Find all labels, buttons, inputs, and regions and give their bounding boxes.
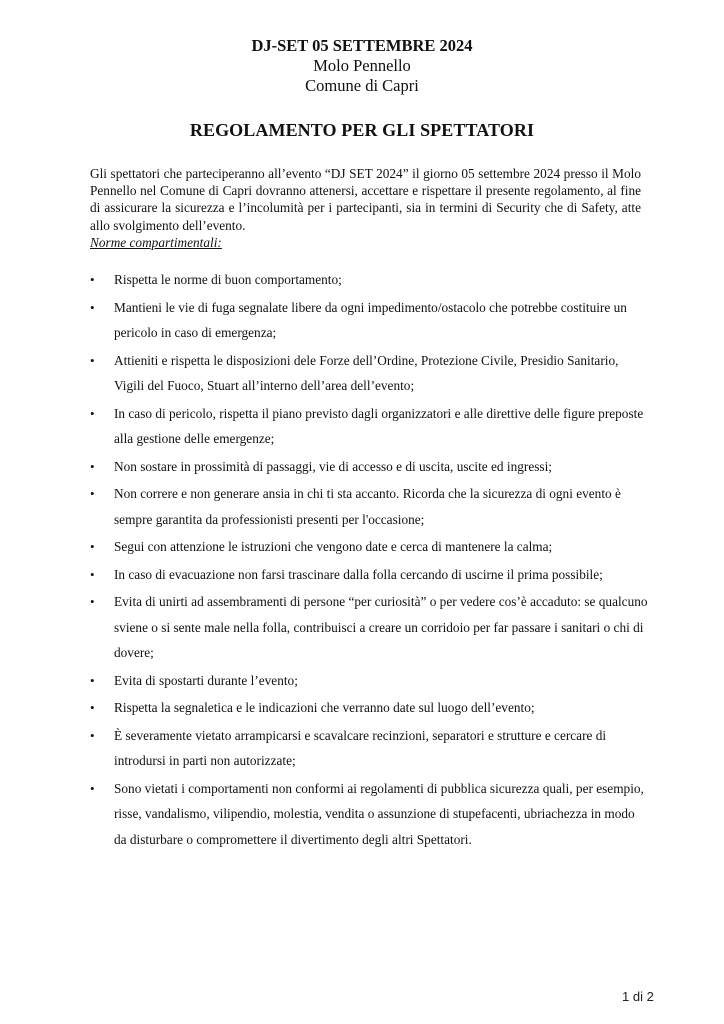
rule-item <box>90 668 650 693</box>
rule-item <box>90 695 650 720</box>
rule-item <box>90 295 650 346</box>
rule-item <box>90 776 650 852</box>
rule-text: Rispetta le norme di buon comportamento; <box>114 272 342 287</box>
bullet-icon: • <box>90 458 95 474</box>
bullet-icon: • <box>90 780 95 796</box>
document-title: REGOLAMENTO PER GLI SPETTATORI <box>189 120 535 140</box>
rule-text: Evita di spostarti durante l’evento; <box>114 672 298 688</box>
rules-list <box>90 267 650 854</box>
rule-text: Evita di unirti ad assembramenti di persone “per curiosità” o per vedere cos’è accaduto: se qualcuno sviene o si sente male nella folla, contribuisci a creare un corridoio per far passare i sanitari o chi di dovere; <box>114 594 648 661</box>
event-municipality: Comune di Capri <box>305 76 419 95</box>
rule-text: Non sostare in prossimità di passaggi, vie di accesso e di uscita, uscite ed ingressi; <box>114 458 552 474</box>
rule-text: Rispetta la segnaletica e le indicazioni che verranno date sul luogo dell’evento; <box>114 700 535 716</box>
rule-item <box>90 267 650 292</box>
bullet-icon: • <box>90 566 95 582</box>
rule-item <box>90 481 650 532</box>
section-label: Norme compartimentali: <box>90 235 222 250</box>
rule-item <box>90 401 650 452</box>
rule-item <box>90 534 650 559</box>
event-location: Molo Pennello <box>313 56 411 75</box>
rule-text: Sono vietati i comportamenti non conformi ai regolamenti di pubblica sicurezza quali, per esempio, risse, vandalismo, vilipendio, molestia, vendita o assunzione di stupefacenti, ubriachezza in modo da disturbare o compromettere il divertimento degli altri Spettatori. <box>114 780 644 847</box>
bullet-icon: • <box>90 700 95 716</box>
bullet-icon: • <box>90 299 95 315</box>
document-header <box>0 36 724 96</box>
rule-text: Mantieni le vie di fuga segnalate libere da ogni impedimento/ostacolo che potrebbe costituire un pericolo in caso di emergenza; <box>114 299 627 340</box>
rule-item <box>90 562 650 587</box>
rule-item <box>90 348 650 399</box>
rule-item <box>90 589 650 665</box>
page-indicator: 1 di 2 <box>622 989 654 1004</box>
bullet-icon: • <box>90 352 95 368</box>
rule-item <box>90 723 650 774</box>
rule-text: Attieniti e rispetta le disposizioni dele Forze dell’Ordine, Protezione Civile, Presidio Sanitario, Vigili del Fuoco, Stuart all’interno dell’area dell’evento; <box>114 352 619 393</box>
bullet-icon: • <box>90 272 95 287</box>
bullet-icon: • <box>90 594 95 610</box>
bullet-icon: • <box>90 727 95 743</box>
rule-text: Segui con attenzione le istruzioni che vengono date e cerca di mantenere la calma; <box>114 539 553 555</box>
event-title: DJ-SET 05 SETTEMBRE 2024 <box>251 36 473 55</box>
rule-text: Non correre e non generare ansia in chi ti sta accanto. Ricorda che la sicurezza di ogni evento è sempre garantita da professionisti presenti per l'occasione; <box>114 486 621 527</box>
bullet-icon: • <box>90 672 95 688</box>
bullet-icon: • <box>90 539 95 555</box>
intro-paragraph: Gli spettatori che parteciperanno all’evento “DJ SET 2024” il giorno 05 settembre 2024 presso il Molo Pennello nel Comune di Capri dovranno attenersi, accettare e rispettare il presente regolamento, al fine di assicurare la sicurezza e l’incolumità per i partecipanti, sia in termini di Security che di Safety, atte allo svolgimento dell’evento. <box>90 166 641 233</box>
rule-text: È severamente vietato arrampicarsi e scavalcare recinzioni, separatori e strutture e cercare di introdursi in parti non autorizzate; <box>114 727 607 769</box>
rule-text: In caso di pericolo, rispetta il piano previsto dagli organizzatori e alle direttive delle figure preposte alla gestione delle emergenze; <box>114 405 644 446</box>
bullet-icon: • <box>90 486 95 502</box>
bullet-icon: • <box>90 405 95 421</box>
rule-item <box>90 454 650 479</box>
rule-text: In caso di evacuazione non farsi trascinare dalla folla cercando di uscirne il prima possibile; <box>114 566 603 582</box>
